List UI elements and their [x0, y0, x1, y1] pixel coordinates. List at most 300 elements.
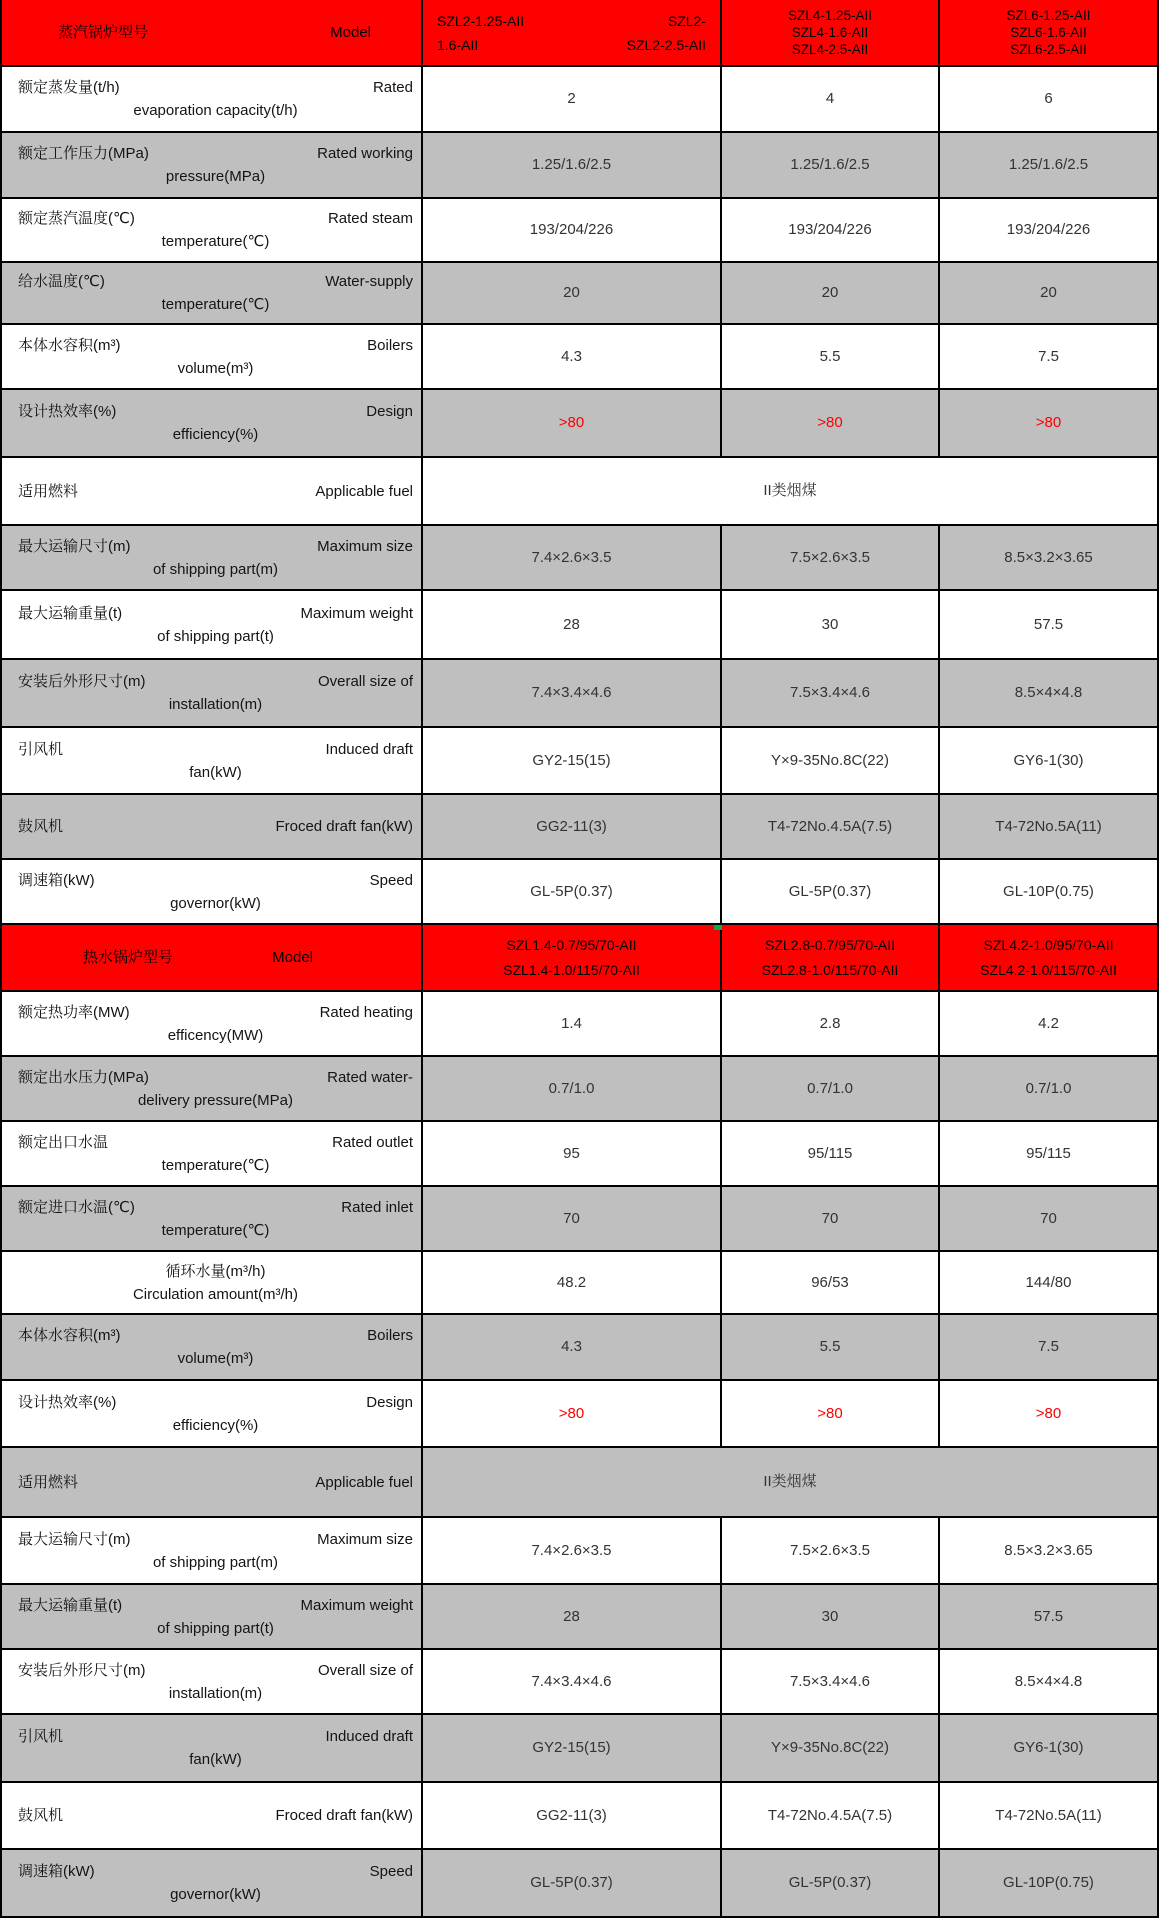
table-row	[0, 1783, 1159, 1850]
value-cell	[423, 1315, 722, 1381]
cell-value: 193/204/226	[1006, 221, 1091, 238]
value-cell	[722, 325, 940, 390]
table-row	[0, 67, 1159, 133]
table-row	[0, 1252, 1159, 1315]
label-zh: 循环水量(m³/h)	[165, 1262, 266, 1280]
value-cell	[722, 1650, 940, 1715]
value-cell	[423, 1650, 722, 1715]
comment-marker	[714, 925, 722, 930]
value-cell	[940, 67, 1159, 133]
label-line-1	[18, 76, 413, 99]
label-zh: 安装后外形尺寸(m)	[18, 673, 146, 690]
row-label-cell	[0, 1850, 423, 1918]
label-en-line2: governor(kW)	[170, 1886, 261, 1903]
cell-value: Y×9-35No.8C(22)	[771, 751, 889, 769]
label-line-1	[18, 602, 413, 625]
label-en-line1: Model	[330, 24, 371, 41]
model-cell	[423, 0, 722, 67]
value-cell	[423, 1057, 722, 1122]
value-cell	[423, 199, 722, 263]
row-label-cell	[0, 67, 423, 133]
cell-value: 7.5×2.6×3.5	[789, 548, 871, 566]
row-label-cell	[0, 660, 423, 728]
label-en-line1: Speed	[369, 1863, 413, 1880]
cell-value: 0.7/1.0	[548, 1079, 595, 1097]
label-line-1	[18, 334, 413, 357]
cell-value: II类烟煤	[763, 1473, 817, 1490]
cell-value: T4-72No.5A(11)	[995, 1806, 1102, 1824]
label-en-line1: Design	[366, 403, 413, 420]
value-cell	[940, 1715, 1159, 1783]
cell-value: GL-10P(0.75)	[1003, 882, 1094, 900]
model-text: SZL1.4-1.0/115/70-AII	[503, 961, 640, 978]
cell-value: GY2-15(15)	[532, 1739, 611, 1756]
table-row	[0, 728, 1159, 795]
value-cell	[722, 795, 940, 860]
value-cell	[722, 728, 940, 795]
row-label-cell	[0, 1518, 423, 1585]
cell-value: 48.2	[556, 1273, 587, 1291]
label-line-1	[18, 1471, 413, 1494]
cell-value: 57.5	[1033, 1607, 1064, 1625]
cell-value: 0.7/1.0	[807, 1079, 853, 1097]
value-cell	[940, 1518, 1159, 1585]
cell-value: 5.5	[819, 1338, 841, 1355]
value-cell	[423, 1381, 722, 1448]
label-line-1	[18, 400, 413, 423]
label-line-1	[18, 1594, 413, 1617]
row-label-cell	[0, 1252, 423, 1315]
row-label-cell	[0, 263, 423, 325]
value-cell	[423, 795, 722, 860]
cell-value: 1.25/1.6/2.5	[1008, 156, 1089, 173]
value-cell	[722, 1715, 940, 1783]
value-cell	[940, 133, 1159, 199]
table-row	[0, 591, 1159, 660]
model-cell	[722, 925, 940, 992]
cell-value: GL-5P(0.37)	[530, 882, 613, 900]
label-line-1	[18, 1391, 413, 1414]
cell-value: 0.7/1.0	[1025, 1079, 1072, 1097]
label-zh: 额定蒸汽温度(℃)	[18, 210, 135, 227]
cell-value: 30	[821, 615, 839, 633]
label-en-line2: of shipping part(m)	[152, 1553, 279, 1571]
label-en-line1: Rated heating	[319, 1003, 413, 1021]
table-row	[0, 133, 1159, 199]
value-cell	[423, 1252, 722, 1315]
cell-value: 7.5	[1038, 1338, 1059, 1355]
value-cell	[722, 1381, 940, 1448]
value-cell	[423, 133, 722, 199]
cell-value: 95/115	[807, 1144, 853, 1162]
label-zh: 额定进口水温(℃)	[18, 1198, 135, 1216]
label-en-line1: Model	[272, 949, 313, 966]
model-cell	[940, 0, 1159, 67]
cell-value: >80	[817, 1404, 843, 1422]
cell-value: 70	[821, 1209, 839, 1227]
row-label-cell	[0, 1057, 423, 1122]
value-cell	[722, 1850, 940, 1918]
cell-value: 5.5	[819, 347, 841, 365]
label-zh: 鼓风机	[18, 818, 64, 835]
value-cell	[423, 1187, 722, 1252]
label-en-line2: installation(m)	[168, 1684, 263, 1702]
label-zh: 设计热效率(%)	[18, 403, 117, 420]
cell-value: 2	[567, 90, 576, 107]
model-text: 1.6-AII	[437, 36, 479, 53]
label-en-line1: Applicable fuel	[315, 482, 413, 500]
label-zh: 调速箱(kW)	[18, 1863, 95, 1880]
cell-value: >80	[1035, 1404, 1062, 1422]
cell-value: GG2-11(3)	[536, 817, 607, 835]
table-row	[0, 1585, 1159, 1650]
hot-water-boiler-header-row	[0, 925, 1159, 992]
value-cell	[722, 860, 940, 925]
model-text: SZL2-2.5-AII	[626, 36, 706, 53]
table-row	[0, 1122, 1159, 1187]
cell-value: 4	[825, 90, 835, 107]
label-zh: 额定蒸发量(t/h)	[18, 79, 120, 96]
row-label-cell	[0, 0, 423, 67]
label-en-line2: delivery pressure(MPa)	[137, 1091, 294, 1109]
value-cell	[940, 860, 1159, 925]
cell-value: 4.3	[561, 347, 582, 365]
label-zh: 额定热功率(MW)	[18, 1003, 130, 1021]
label-en-line1: Maximum size	[317, 1530, 413, 1548]
label-zh: 热水锅炉型号	[83, 949, 174, 966]
value-cell	[940, 199, 1159, 263]
label-en-line1: Rated	[372, 79, 413, 96]
table-row	[0, 992, 1159, 1057]
cell-value: 96/53	[811, 1273, 849, 1291]
value-cell	[940, 1122, 1159, 1187]
label-en-line2: fan(kW)	[189, 763, 242, 781]
label-zh: 鼓风机	[18, 1807, 64, 1824]
label-zh: 额定出水压力(MPa)	[18, 1068, 149, 1086]
label-en-line1: Froced draft fan(kW)	[275, 818, 413, 835]
cell-value: 1.25/1.6/2.5	[790, 156, 870, 173]
cell-value: 20	[563, 284, 580, 301]
label-en-line2: of shipping part(t)	[157, 1619, 274, 1637]
label-en-line1: Design	[366, 1393, 413, 1411]
table-row	[0, 199, 1159, 263]
label-line-1	[18, 670, 413, 693]
value-cell	[940, 728, 1159, 795]
cell-value: 7.5×3.4×4.6	[789, 684, 871, 701]
label-line-1	[18, 1324, 413, 1347]
cell-value: GL-5P(0.37)	[788, 1874, 872, 1891]
table-row	[0, 795, 1159, 860]
value-cell	[423, 67, 722, 133]
label-en-line2: temperature(℃)	[161, 1221, 270, 1239]
row-label-cell	[0, 1585, 423, 1650]
label-en-line2: temperature(℃)	[161, 296, 270, 313]
label-en-line2: temperature(℃)	[161, 233, 270, 250]
label-zh: 适用燃料	[18, 1473, 79, 1491]
value-cell	[940, 390, 1159, 458]
label-zh: 最大运输尺寸(m)	[18, 1530, 131, 1548]
cell-value: 193/204/226	[529, 221, 614, 238]
row-label-cell	[0, 199, 423, 263]
value-cell	[722, 133, 940, 199]
label-zh: 额定出口水温	[18, 1133, 109, 1151]
value-cell	[722, 526, 940, 591]
value-cell	[423, 1122, 722, 1187]
model-text: SZL6-1.6-AII	[1010, 25, 1087, 40]
row-label-cell	[0, 1448, 423, 1518]
value-cell	[940, 1650, 1159, 1715]
label-en-line2: installation(m)	[168, 696, 263, 713]
cell-value: GY6-1(30)	[1013, 751, 1084, 769]
model-text: SZL2.8-0.7/95/70-AII	[765, 936, 895, 953]
model-text: SZL4.2-1.0/115/70-AII	[980, 961, 1117, 978]
value-cell	[722, 1122, 940, 1187]
label-en-line1: Induced draft	[325, 1728, 413, 1745]
value-cell	[722, 263, 940, 325]
label-en-line2: efficiency(%)	[172, 426, 259, 443]
row-label-cell	[0, 728, 423, 795]
table-row	[0, 1850, 1159, 1918]
value-cell	[940, 1850, 1159, 1918]
value-cell	[940, 795, 1159, 860]
value-cell	[940, 263, 1159, 325]
steam-boiler-header-row	[0, 0, 1159, 67]
cell-value: 7.5	[1038, 347, 1059, 365]
model-text: SZL6-1.25-AII	[1006, 8, 1091, 23]
table-row	[0, 1448, 1159, 1518]
label-en-line1: Maximum weight	[300, 604, 413, 622]
model-text: SZL4-2.5-AII	[791, 42, 869, 57]
value-cell	[423, 1585, 722, 1650]
label-en-line2: fan(kW)	[189, 1751, 242, 1768]
value-cell	[940, 660, 1159, 728]
label-zh: 安装后外形尺寸(m)	[18, 1661, 146, 1679]
label-zh: 引风机	[18, 1728, 64, 1745]
cell-value: II类烟煤	[763, 482, 817, 499]
value-cell	[423, 728, 722, 795]
cell-value: 7.5×2.6×3.5	[789, 1541, 871, 1559]
cell-value: >80	[1035, 414, 1062, 431]
model-line	[423, 9, 720, 33]
merged-value-cell	[423, 458, 1159, 526]
header-label-line	[18, 21, 413, 44]
model-text: SZL4.2-1.0/95/70-AII	[983, 936, 1114, 953]
cell-value: 144/80	[1025, 1273, 1072, 1291]
label-en-line1: Maximum size	[317, 537, 413, 555]
label-en-line2: of shipping part(t)	[157, 627, 274, 645]
value-cell	[423, 390, 722, 458]
value-cell	[940, 325, 1159, 390]
cell-value: 95/115	[1026, 1144, 1071, 1162]
label-zh: 最大运输重量(t)	[18, 1596, 123, 1614]
cell-value: GL-5P(0.37)	[788, 882, 872, 900]
cell-value: 57.5	[1033, 615, 1064, 633]
cell-value: 2.8	[819, 1014, 841, 1032]
cell-value: 8.5×4×4.8	[1014, 684, 1083, 701]
label-line-1	[18, 1260, 413, 1283]
cell-value: 193/204/226	[788, 221, 872, 238]
table-row	[0, 263, 1159, 325]
label-line-1	[18, 1131, 413, 1154]
cell-value: GY2-15(15)	[532, 751, 611, 769]
value-cell	[722, 660, 940, 728]
label-zh: 适用燃料	[18, 482, 79, 500]
row-label-cell	[0, 860, 423, 925]
cell-value: 28	[563, 615, 580, 633]
label-zh: 设计热效率(%)	[18, 1393, 117, 1411]
cell-value: 7.5×3.4×4.6	[789, 1672, 871, 1690]
row-label-cell	[0, 325, 423, 390]
cell-value: 20	[1040, 284, 1057, 301]
label-en-line1: Overall size of	[317, 673, 413, 690]
value-cell	[722, 992, 940, 1057]
row-label-cell	[0, 795, 423, 860]
label-line-1	[18, 869, 413, 892]
model-text: SZL6-2.5-AII	[1010, 42, 1087, 57]
row-label-cell	[0, 390, 423, 458]
value-cell	[940, 526, 1159, 591]
cell-value: 8.5×3.2×3.65	[1004, 1541, 1093, 1559]
row-label-cell	[0, 1783, 423, 1850]
cell-value: 7.4×3.4×4.6	[531, 684, 612, 701]
value-cell	[423, 1715, 722, 1783]
value-cell	[940, 1187, 1159, 1252]
row-label-cell	[0, 133, 423, 199]
label-en-line2: volume(m³)	[177, 1350, 254, 1367]
table-row	[0, 458, 1159, 526]
label-line-1	[18, 270, 413, 293]
label-zh: 本体水容积(m³)	[18, 1327, 121, 1344]
label-line-1	[18, 207, 413, 230]
label-en-line1: Applicable fuel	[315, 1473, 413, 1491]
cell-value: 6	[1044, 90, 1053, 107]
cell-value: 70	[1040, 1209, 1057, 1227]
cell-value: GL-10P(0.75)	[1003, 1874, 1094, 1891]
table-row	[0, 325, 1159, 390]
header-label-line	[18, 946, 413, 969]
value-cell	[423, 660, 722, 728]
table-row	[0, 1715, 1159, 1783]
label-en-line1: Speed	[369, 871, 413, 889]
label-en-line2: governor(kW)	[170, 894, 261, 912]
row-label-cell	[0, 591, 423, 660]
value-cell	[722, 1315, 940, 1381]
label-en-line2: efficiency(%)	[172, 1416, 259, 1434]
table-row	[0, 860, 1159, 925]
label-en-line1: Induced draft	[325, 740, 413, 758]
cell-value: 8.5×4×4.8	[1014, 1672, 1083, 1690]
value-cell	[722, 390, 940, 458]
row-label-cell	[0, 1381, 423, 1448]
label-line-1	[18, 480, 413, 503]
label-en-line1: Rated water-	[327, 1068, 413, 1086]
cell-value: 28	[563, 1607, 580, 1625]
label-en-line2: Circulation amount(m³/h)	[132, 1285, 299, 1303]
label-zh: 最大运输尺寸(m)	[18, 537, 131, 555]
label-en-line1: Rated steam	[327, 210, 413, 227]
row-label-cell	[0, 925, 423, 992]
model-text: SZL4-1.25-AII	[787, 8, 873, 23]
value-cell	[940, 992, 1159, 1057]
row-label-cell	[0, 992, 423, 1057]
cell-value: 7.4×2.6×3.5	[531, 1541, 612, 1559]
value-cell	[423, 591, 722, 660]
label-en-line2: volume(m³)	[177, 359, 254, 377]
value-cell	[423, 992, 722, 1057]
table-row	[0, 660, 1159, 728]
label-en-line1: Boilers	[367, 336, 413, 354]
value-cell	[940, 591, 1159, 660]
model-text: SZL2.8-1.0/115/70-AII	[761, 961, 899, 978]
model-cell	[940, 925, 1159, 992]
cell-value: 20	[821, 284, 839, 301]
table-row	[0, 390, 1159, 458]
label-en-line2: efficency(MW)	[167, 1026, 264, 1044]
value-cell	[423, 325, 722, 390]
value-cell	[423, 1850, 722, 1918]
label-line-1	[18, 1860, 413, 1883]
value-cell	[423, 860, 722, 925]
value-cell	[722, 199, 940, 263]
cell-value: Y×9-35No.8C(22)	[771, 1739, 889, 1756]
table-row	[0, 1381, 1159, 1448]
table-row	[0, 1518, 1159, 1585]
row-label-cell	[0, 1650, 423, 1715]
cell-value: 8.5×3.2×3.65	[1004, 548, 1093, 566]
label-zh: 本体水容积(m³)	[18, 336, 121, 354]
table-row	[0, 1650, 1159, 1715]
label-en-line1: Water-supply	[325, 273, 413, 290]
model-line	[423, 33, 720, 57]
label-en-line2: temperature(℃)	[161, 1156, 270, 1174]
row-label-cell	[0, 1122, 423, 1187]
value-cell	[940, 1315, 1159, 1381]
label-en-line1: Rated working	[317, 145, 413, 162]
value-cell	[940, 1585, 1159, 1650]
table-row	[0, 1315, 1159, 1381]
label-line-1	[18, 1196, 413, 1219]
value-cell	[940, 1252, 1159, 1315]
cell-value: 7.4×2.6×3.5	[531, 548, 612, 566]
value-cell	[722, 1252, 940, 1315]
label-en-line1: Rated inlet	[341, 1198, 413, 1216]
value-cell	[940, 1783, 1159, 1850]
value-cell	[940, 1381, 1159, 1448]
label-line-1	[18, 1804, 413, 1827]
cell-value: GL-5P(0.37)	[530, 1874, 613, 1891]
model-text: SZL2-1.25-AII	[437, 12, 525, 29]
label-line-1	[18, 535, 413, 558]
label-zh: 调速箱(kW)	[18, 871, 95, 889]
label-en-line2: of shipping part(m)	[152, 560, 279, 578]
value-cell	[423, 1518, 722, 1585]
cell-value: 4.3	[561, 1338, 582, 1355]
cell-value: >80	[817, 414, 843, 431]
model-cell	[722, 0, 940, 67]
label-line-1	[18, 1528, 413, 1551]
cell-value: 95	[563, 1144, 580, 1162]
label-zh: 额定工作压力(MPa)	[18, 145, 149, 162]
cell-value: 4.2	[1038, 1014, 1059, 1032]
cell-value: >80	[558, 1404, 585, 1422]
value-cell	[423, 263, 722, 325]
label-line-1	[18, 142, 413, 165]
cell-value: GY6-1(30)	[1013, 1739, 1084, 1756]
value-cell	[722, 1783, 940, 1850]
label-en-line2: pressure(MPa)	[165, 168, 266, 185]
model-text: SZL4-1.6-AII	[791, 25, 869, 40]
label-en-line1: Froced draft fan(kW)	[275, 1807, 413, 1824]
